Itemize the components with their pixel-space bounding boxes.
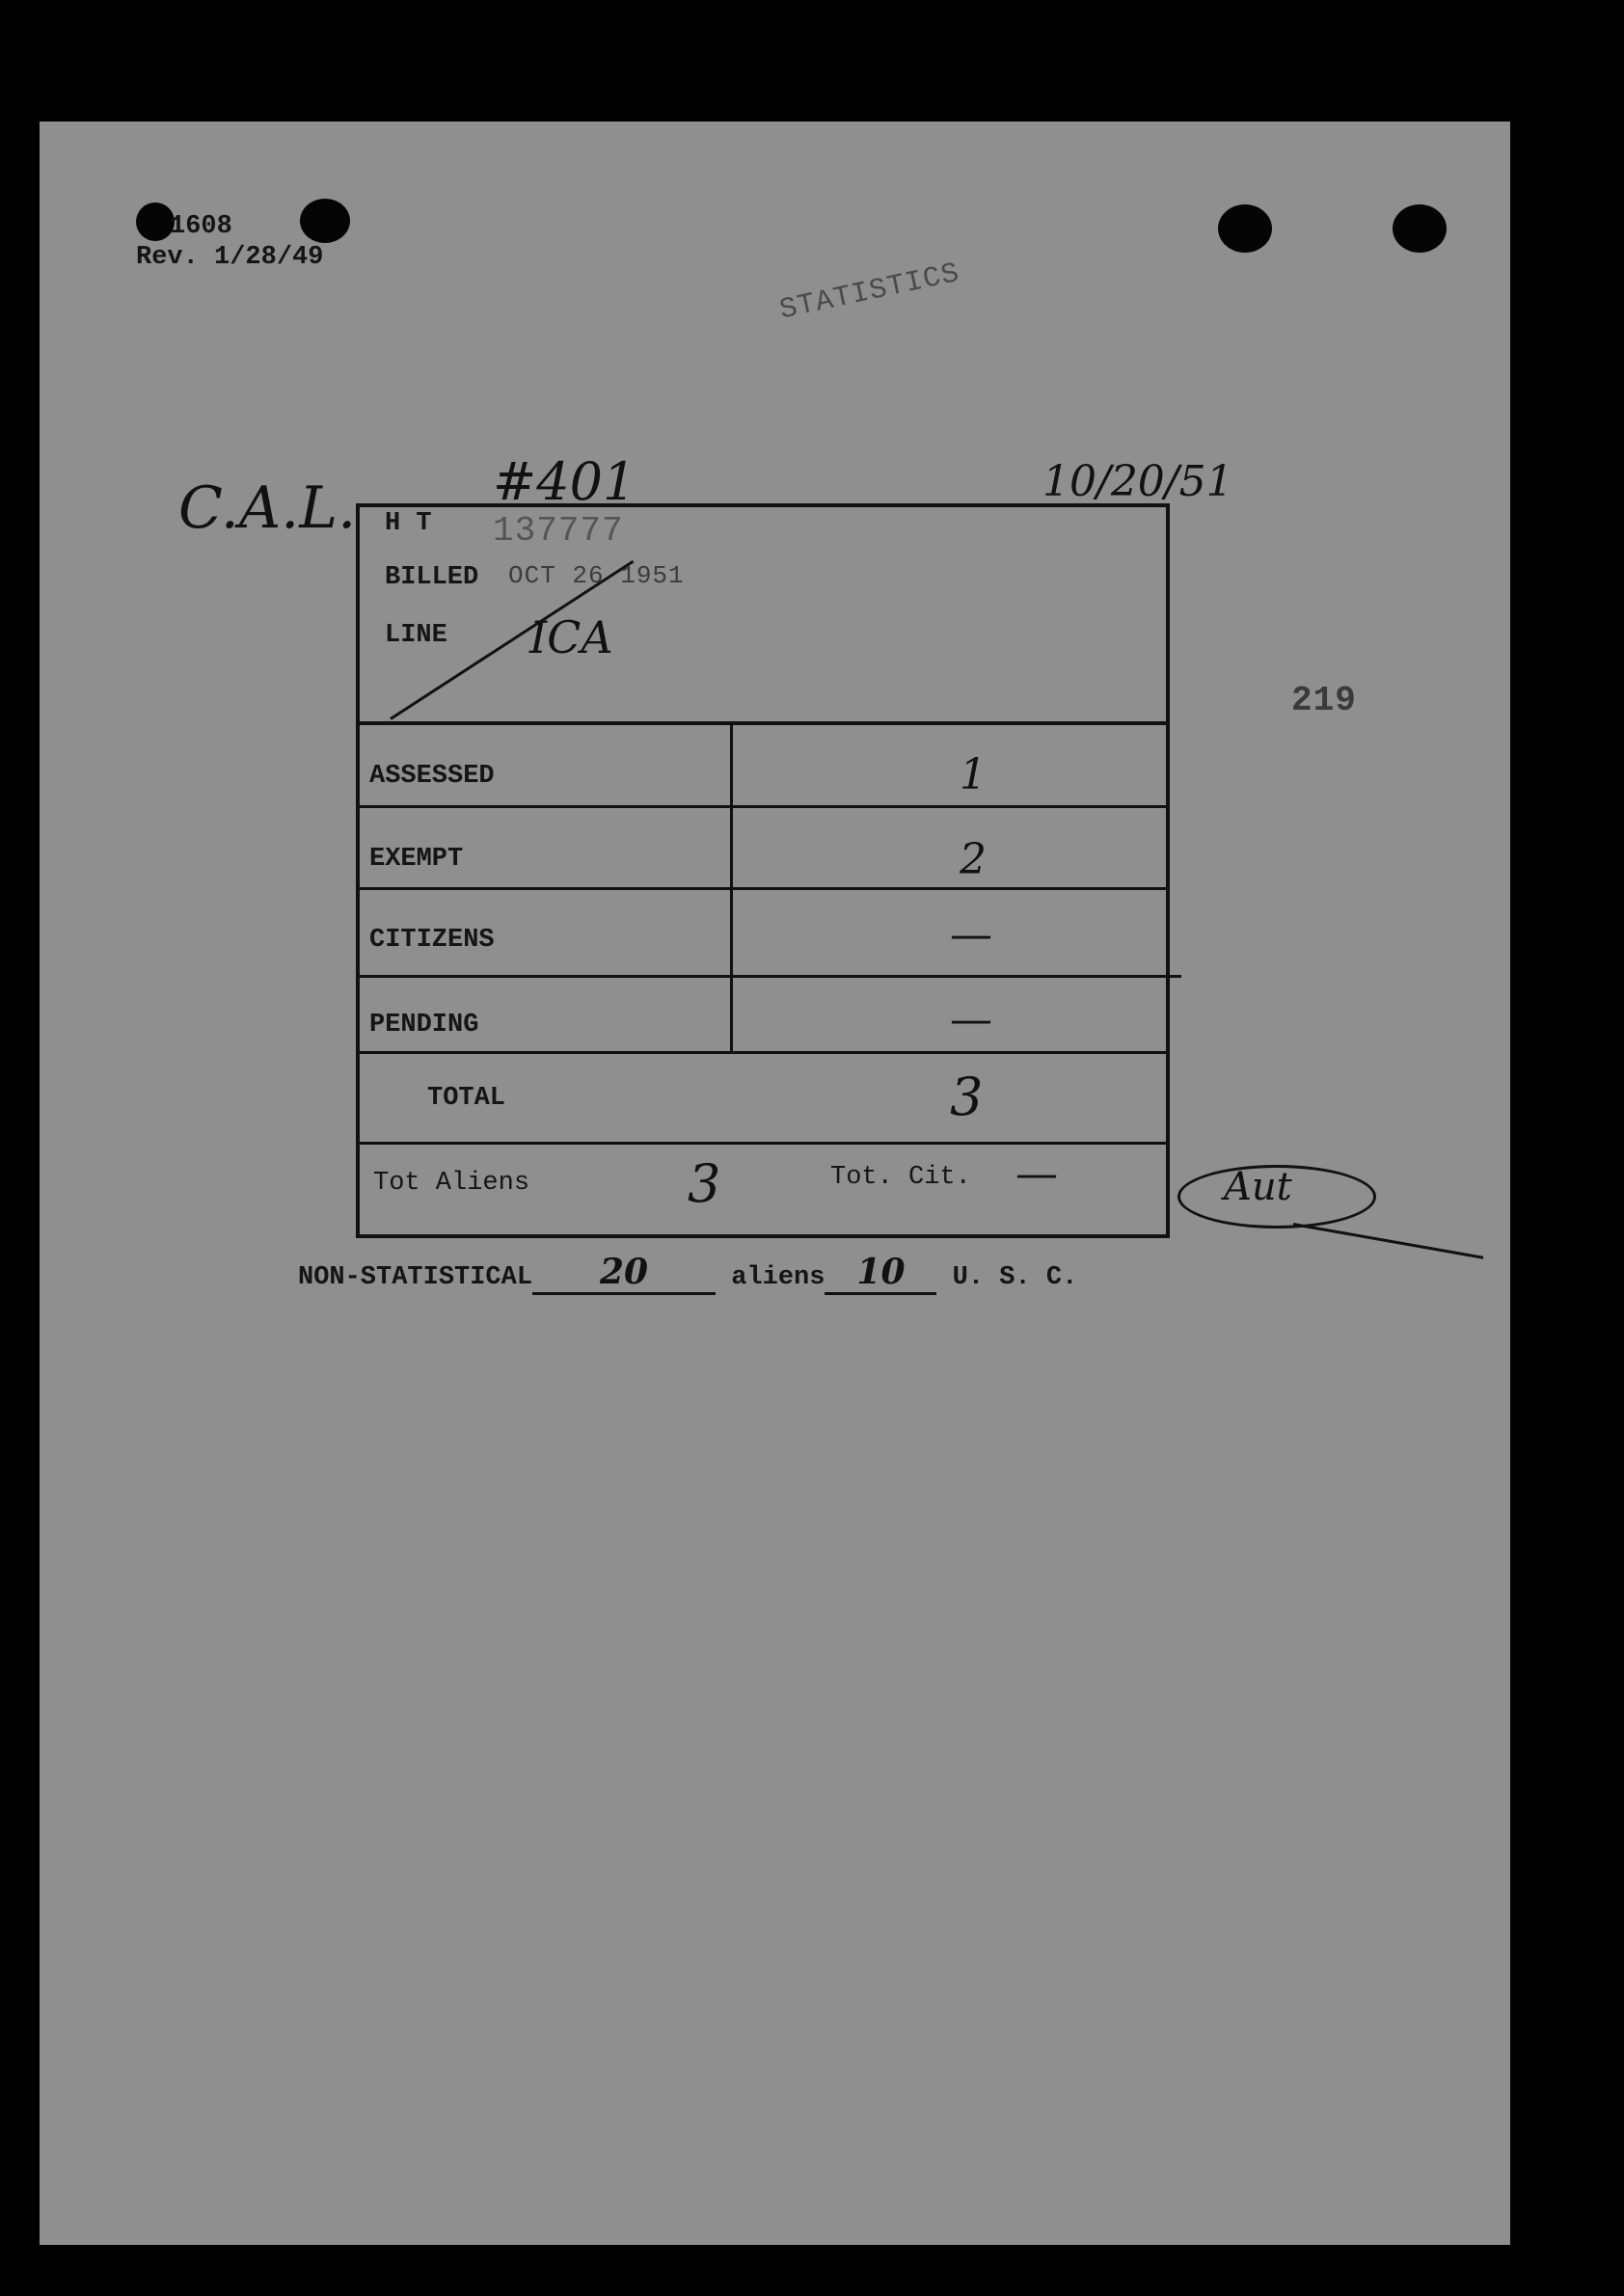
non-statistical-usc-label: U. S. C. — [952, 1263, 1078, 1292]
non-statistical-aliens-value: 20 — [532, 1252, 716, 1295]
table-rule — [356, 887, 1170, 890]
row-label-pending: PENDING — [369, 1011, 479, 1040]
document-page — [40, 122, 1510, 2245]
table-rule — [356, 975, 1181, 978]
total-value: 3 — [950, 1067, 984, 1127]
report-date: 10/20/51 — [1042, 457, 1233, 506]
statistics-stamp: STATISTICS — [776, 257, 963, 328]
carrier-initials: C.A.L. — [178, 474, 357, 542]
flight-number: #401 — [493, 451, 636, 512]
row-value-citizens: — — [950, 910, 992, 959]
row-value-exempt: 2 — [960, 835, 987, 884]
table-column-rule — [730, 721, 733, 1051]
non-statistical-line — [298, 1252, 1077, 1295]
non-statistical-usc-value: 10 — [825, 1252, 936, 1295]
table-rule — [356, 805, 1170, 808]
tot-cit-value: — — [1015, 1149, 1058, 1199]
punch-hole — [1393, 204, 1447, 253]
punch-hole — [1218, 204, 1272, 253]
billed-date-stamp: OCT 26 1951 — [508, 561, 685, 590]
tot-aliens-label: Tot Aliens — [373, 1169, 530, 1198]
table-rule — [356, 1051, 1170, 1054]
row-label-assessed: ASSESSED — [369, 762, 495, 791]
non-statistical-label: NON-STATISTICAL — [298, 1263, 533, 1292]
signature-text: Aut — [1224, 1165, 1292, 1209]
statistics-table — [356, 503, 1170, 1238]
punch-hole — [300, 199, 350, 243]
line-value: ICA — [529, 611, 613, 663]
ht-number: 137777 — [493, 511, 624, 551]
form-number: 1608 — [170, 212, 232, 241]
row-label-citizens: CITIZENS — [369, 926, 495, 955]
punch-hole — [136, 203, 175, 241]
billed-label: BILLED — [385, 563, 479, 592]
form-revision: Rev. 1/28/49 — [136, 243, 324, 272]
tot-cit-label: Tot. Cit. — [830, 1163, 971, 1192]
non-statistical-aliens-label: aliens — [731, 1263, 826, 1292]
tot-aliens-value: 3 — [688, 1153, 721, 1214]
row-label-exempt: EXEMPT — [369, 845, 464, 874]
ht-label: H T — [385, 509, 432, 538]
total-label: TOTAL — [427, 1084, 506, 1113]
row-value-assessed: 1 — [960, 750, 987, 799]
table-rule — [356, 1142, 1170, 1145]
signature-stroke — [1293, 1223, 1483, 1259]
row-value-pending: — — [950, 995, 992, 1044]
line-label: LINE — [385, 621, 447, 650]
page-number: 219 — [1291, 681, 1357, 720]
table-rule — [356, 721, 1170, 725]
